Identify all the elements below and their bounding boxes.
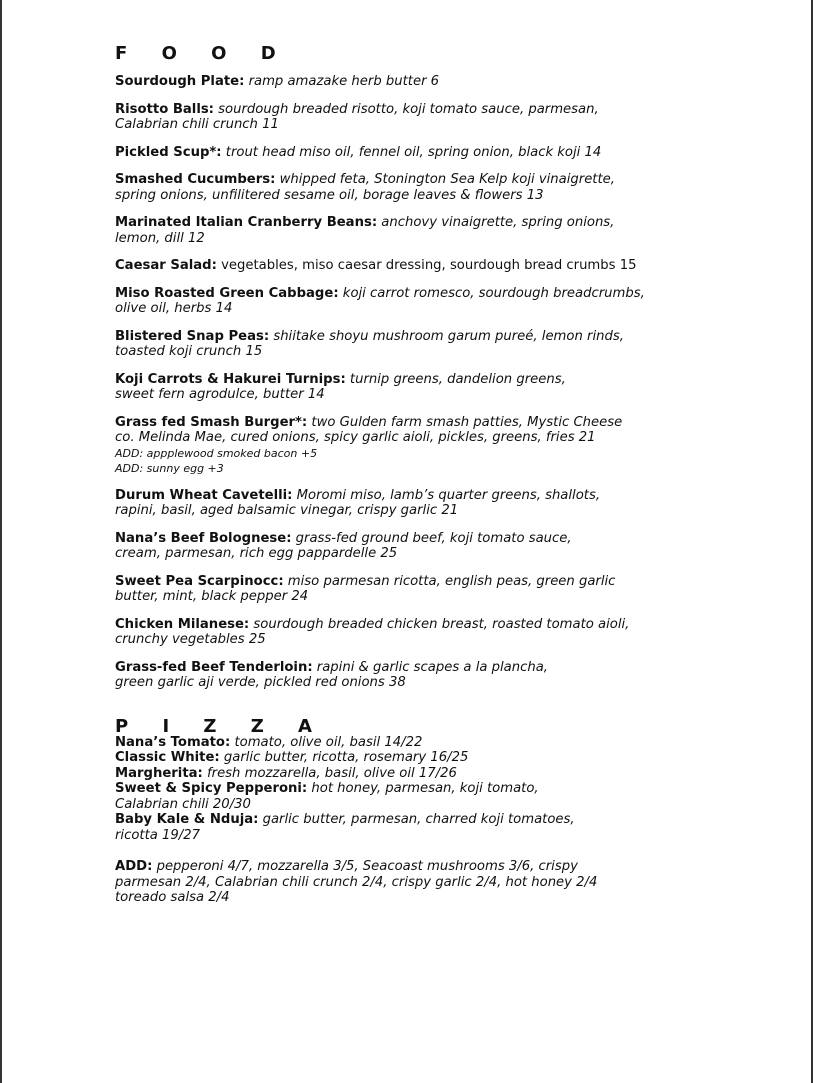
pizza-section-title: P I Z Z A — [115, 715, 326, 737]
food-list — [115, 74, 775, 691]
menu-item-description-cont: spring onions, unfilitered sesame oil, borage leaves & flowers 13 — [115, 187, 544, 203]
add-ons-line-3: toreado salsa 2/4 — [115, 890, 230, 905]
add-ons-line-2: parmesan 2/4, Calabrian chili crunch 2/4, crispy garlic 2/4, hot honey 2/4 — [115, 874, 598, 890]
menu-item-description: miso parmesan ricotta, english peas, green garlic — [283, 573, 616, 589]
pizza-list — [115, 735, 775, 844]
menu-item — [115, 329, 775, 360]
menu-item-name: Chicken Milanese: — [115, 616, 250, 632]
menu-item-name: Sweet Pea Scarpinocc: — [115, 573, 284, 589]
add-ons-label: ADD: — [115, 859, 153, 874]
menu-item-name: Sourdough Plate: — [115, 74, 245, 89]
menu-item-name: Grass fed Smash Burger*: — [115, 414, 308, 430]
menu-item — [115, 415, 775, 476]
menu-item-description-cont: crunchy vegetables 25 — [115, 632, 266, 647]
menu-item-name: Pickled Scup*: — [115, 144, 222, 160]
menu-item — [115, 660, 775, 691]
menu-item-description-cont: olive oil, herbs 14 — [115, 301, 233, 316]
menu-item-description: koji carrot romesco, sourdough breadcrumbs, — [338, 285, 645, 301]
menu-item-description: tomato, olive oil, basil 14/22 — [230, 734, 423, 750]
menu-item-description-cont: lemon, dill 12 — [115, 230, 205, 246]
page-left-border — [0, 0, 2, 1083]
menu-item-name: Nana’s Beef Bolognese: — [115, 530, 292, 546]
menu-item — [115, 102, 775, 133]
menu-item — [115, 372, 775, 403]
menu-item-name: Caesar Salad: — [115, 258, 217, 273]
menu-item-name: Koji Carrots & Hakurei Turnips: — [115, 371, 346, 387]
menu-item — [115, 781, 775, 812]
menu-item — [115, 215, 775, 246]
menu-item-description: whipped feta, Stonington Sea Kelp koji vinaigrette, — [275, 172, 615, 187]
menu-item — [115, 145, 775, 161]
menu-item-name: Margherita: — [115, 765, 203, 781]
menu-item-name: Smashed Cucumbers: — [115, 172, 276, 187]
menu-item-description: turnip greens, dandelion greens, — [345, 371, 566, 387]
menu-item-description-cont: sweet fern agrodulce, butter 14 — [115, 387, 325, 402]
menu-item-name: Classic White: — [115, 750, 220, 765]
menu-item-description-cont: Calabrian chili 20/30 — [115, 796, 251, 812]
menu-item-name: Sweet & Spicy Pepperoni: — [115, 781, 308, 796]
menu-item-description: hot honey, parmesan, koji tomato, — [307, 781, 539, 796]
menu-item-name: Grass-fed Beef Tenderloin: — [115, 659, 313, 675]
menu-item — [115, 617, 775, 648]
menu-item-name: Baby Kale & Nduja: — [115, 812, 259, 827]
menu-item-description: sourdough breaded chicken breast, roasted tomato aioli, — [249, 616, 630, 632]
menu-item-description-cont: ricotta 19/27 — [115, 827, 201, 843]
menu-item-description: fresh mozzarella, basil, olive oil 17/26 — [202, 765, 457, 781]
menu-item-description: grass-fed ground beef, koji tomato sauce, — [291, 530, 572, 546]
menu-item-add-on: ADD: sunny egg +3 — [115, 461, 224, 475]
menu-item — [115, 812, 775, 843]
menu-item-description-cont: toasted koji crunch 15 — [115, 344, 263, 359]
menu-page — [115, 44, 775, 918]
menu-item-name: Durum Wheat Cavetelli: — [115, 487, 293, 503]
menu-item-description: garlic butter, ricotta, rosemary 16/25 — [219, 750, 469, 765]
menu-item-description-cont: green garlic aji verde, pickled red onions 38 — [115, 675, 406, 690]
menu-item-name: Marinated Italian Cranberry Beans: — [115, 215, 378, 230]
menu-item-description: two Gulden farm smash patties, Mystic Cheese — [307, 414, 623, 430]
menu-item-description-cont: rapini, basil, aged balsamic vinegar, crispy garlic 21 — [115, 503, 459, 518]
menu-item — [115, 258, 775, 274]
menu-item-description-cont: co. Melinda Mae, cured onions, spicy garlic aioli, pickles, greens, fries 21 — [115, 430, 596, 445]
menu-item-name: Blistered Snap Peas: — [115, 328, 270, 344]
menu-item-name: Miso Roasted Green Cabbage: — [115, 285, 339, 301]
menu-item-description: Moromi miso, lamb’s quarter greens, shallots, — [292, 487, 601, 503]
menu-item-description: trout head miso oil, fennel oil, spring onion, black koji 14 — [221, 144, 602, 160]
menu-item-description: anchovy vinaigrette, spring onions, — [377, 215, 615, 230]
menu-item-name: Nana’s Tomato: — [115, 734, 231, 750]
add-ons-line-1: pepperoni 4/7, mozzarella 3/5, Seacoast mushrooms 3/6, crispy — [152, 859, 578, 874]
menu-item — [115, 750, 775, 766]
menu-item — [115, 172, 775, 203]
menu-item — [115, 531, 775, 562]
menu-item-add-on: ADD: appplewood smoked bacon +5 — [115, 446, 318, 460]
menu-item-description-cont: Calabrian chili crunch 11 — [115, 117, 279, 132]
menu-item-description-cont: cream, parmesan, rich egg pappardelle 25 — [115, 546, 398, 561]
menu-item-description: shiitake shoyu mushroom garum pureé, lemon rinds, — [269, 328, 624, 344]
menu-item — [115, 488, 775, 519]
menu-item — [115, 735, 775, 751]
menu-item — [115, 574, 775, 605]
menu-item-name: Risotto Balls: — [115, 101, 214, 117]
menu-item — [115, 766, 775, 782]
food-section-title: F O O D — [115, 43, 290, 64]
menu-item-description: rapini & garlic scapes a la plancha, — [312, 659, 548, 675]
menu-item-description: garlic butter, parmesan, charred koji tomatoes, — [258, 812, 575, 827]
pizza-add-ons — [115, 859, 775, 906]
menu-item-description-cont: butter, mint, black pepper 24 — [115, 589, 309, 604]
menu-item — [115, 74, 775, 90]
menu-item-description: sourdough breaded risotto, koji tomato sauce, parmesan, — [213, 101, 599, 117]
menu-item-description: ramp amazake herb butter 6 — [244, 74, 440, 89]
menu-item — [115, 286, 775, 317]
menu-item-description: vegetables, miso caesar dressing, sourdough bread crumbs 15 — [216, 258, 637, 273]
